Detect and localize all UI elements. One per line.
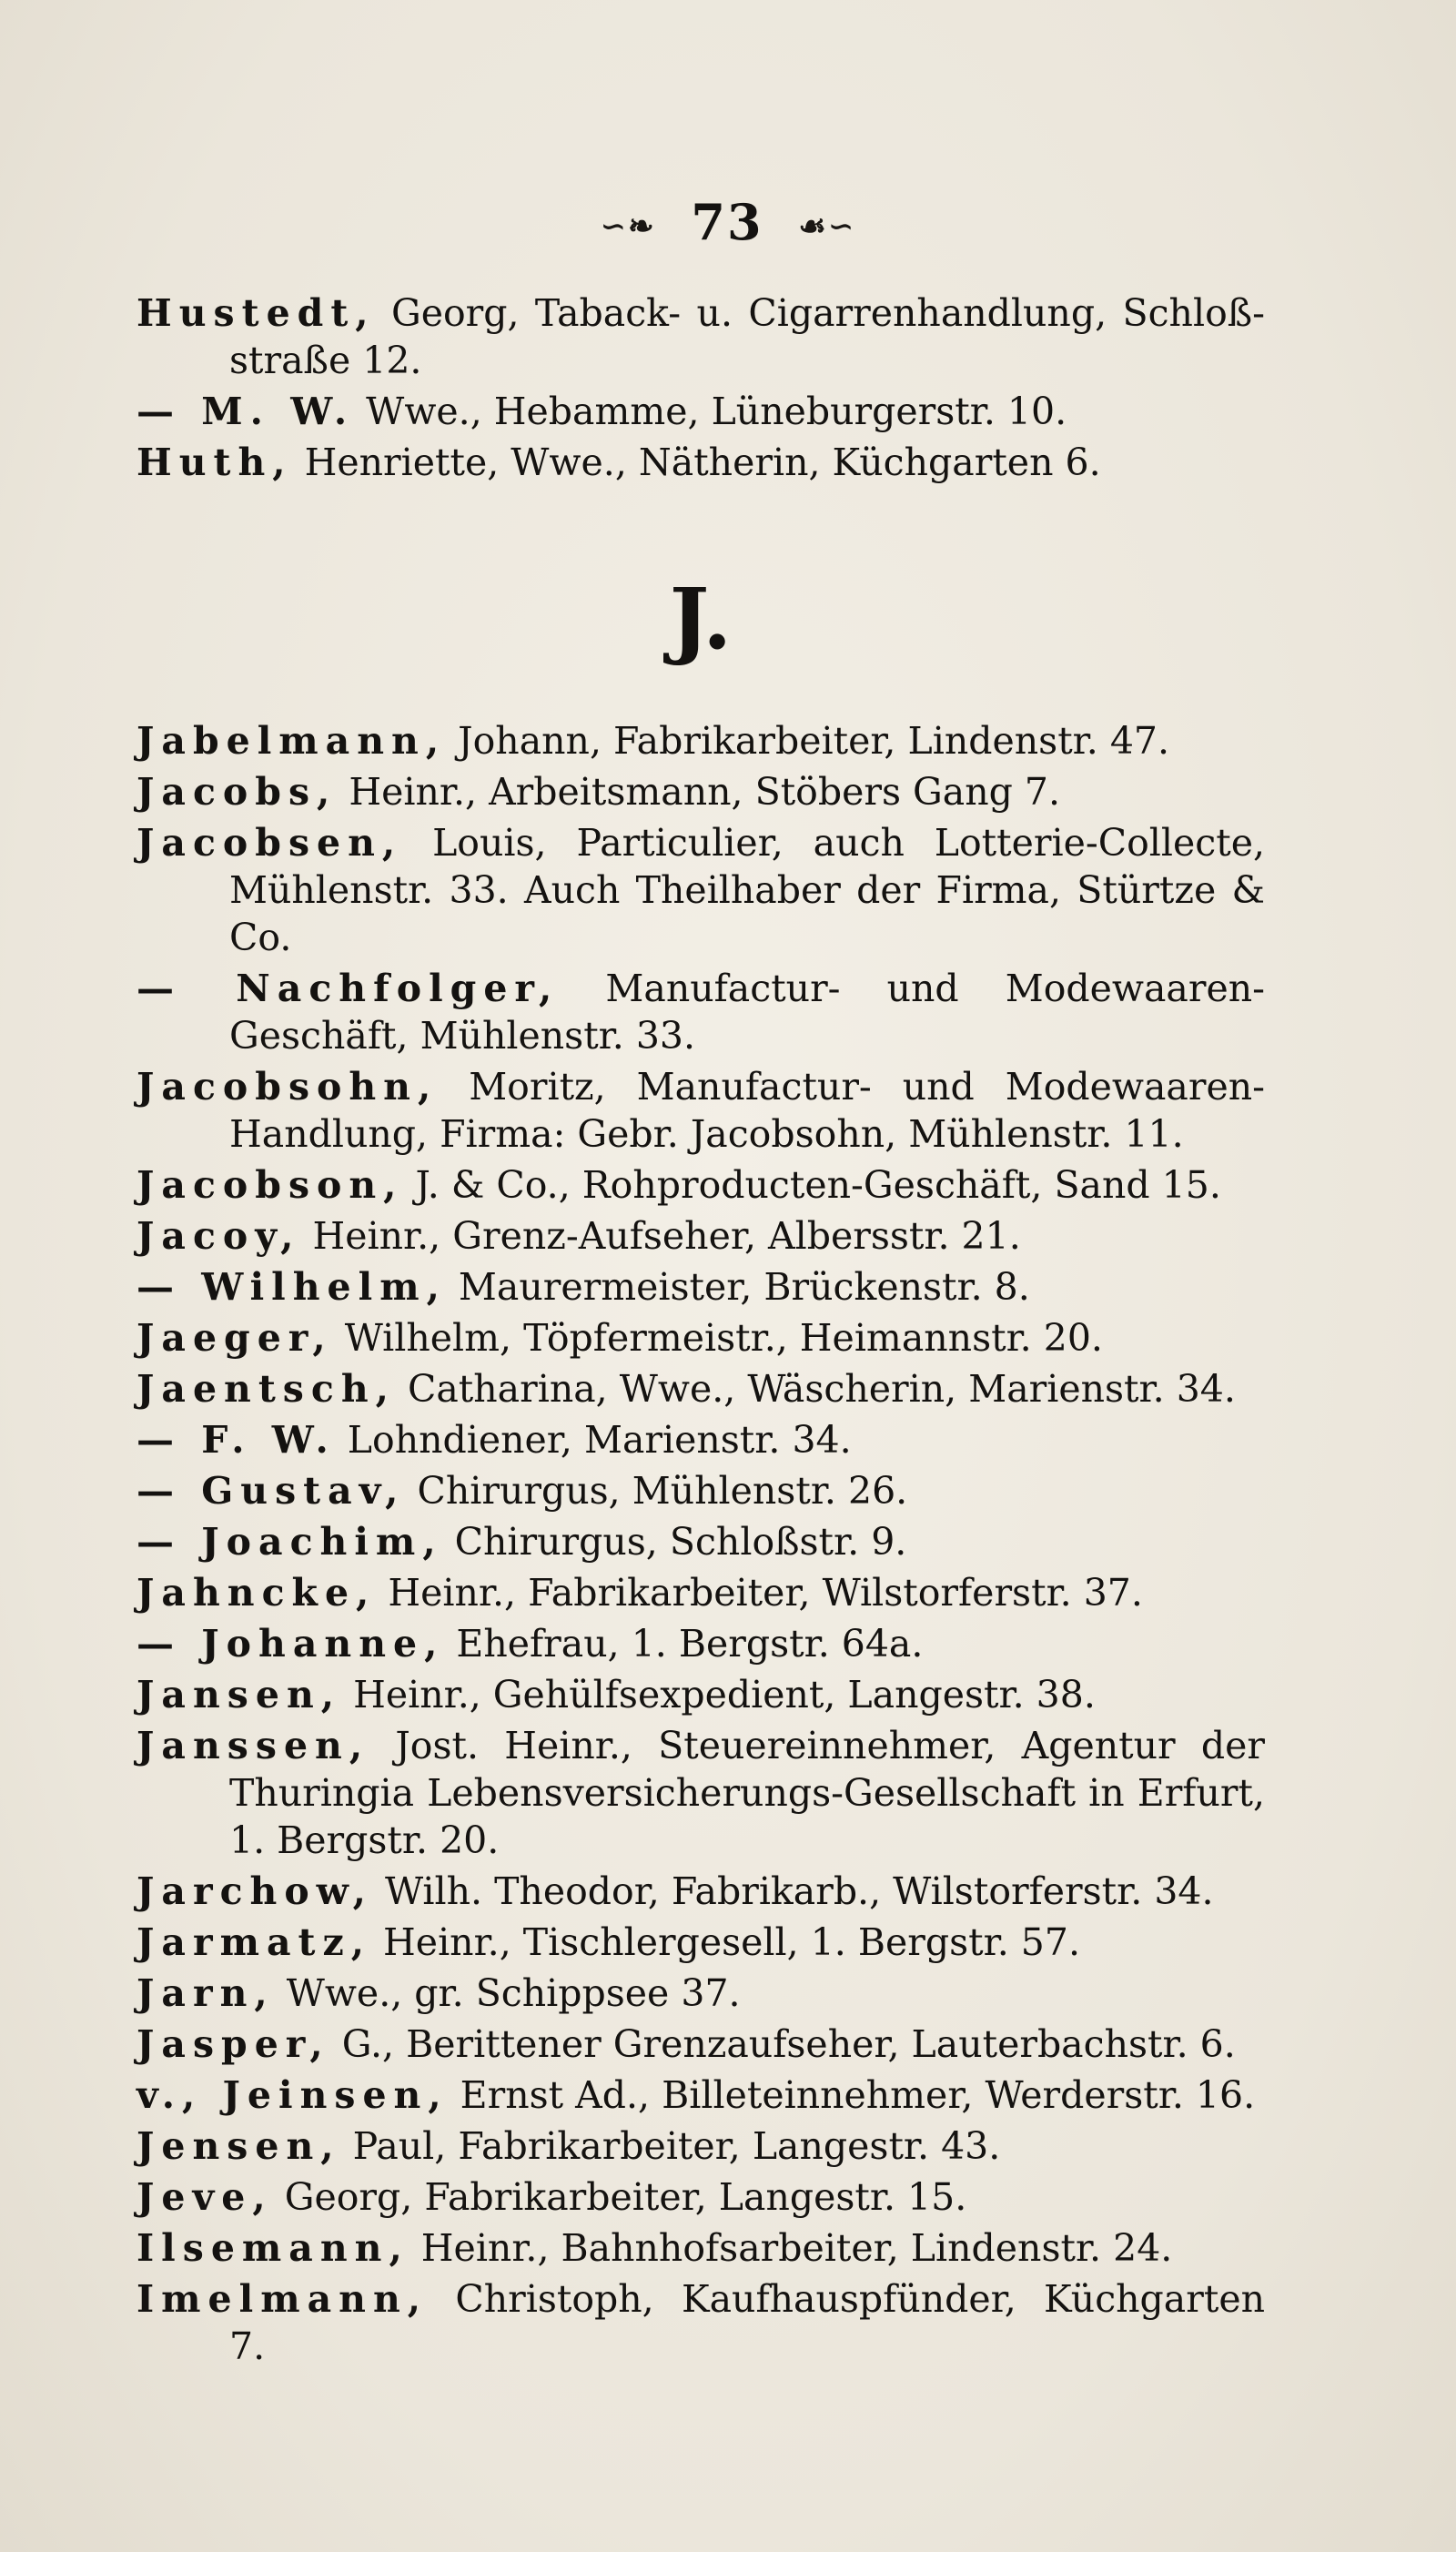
- entry-text: Ernst Ad., Billeteinnehmer, Werderstr. 16.: [448, 2073, 1256, 2117]
- entry-name: — M. W.: [136, 390, 355, 433]
- entry-text: Jost. Heinr., Steuereinnehmer, Agentur der Thuringia Lebensversicherungs-Gesellschaft in Erfurt, 1. Bergstr. 20.: [229, 1724, 1265, 1862]
- entry-name: Jarmatz,: [136, 1920, 372, 1964]
- list-item: [136, 1212, 1265, 1260]
- entry-name: Imelmann,: [136, 2277, 429, 2321]
- entry-text: Wwe., gr. Schippsee 37.: [274, 1971, 741, 2015]
- entry-name: Jarn,: [136, 1971, 275, 2015]
- entry-text: Heinr., Bahnhofsarbeiter, Lindenstr. 24.: [409, 2226, 1173, 2270]
- entry-name: — Nachfolger,: [136, 967, 560, 1010]
- section-letter: J.: [669, 570, 733, 668]
- entry-text: Georg, Taback- u. Cigarrenhandlung, Schloß-straße 12.: [229, 291, 1265, 382]
- list-item: [136, 1868, 1265, 1915]
- entry-name: v., Jeinsen,: [136, 2073, 449, 2117]
- ornament-right-icon: ☙∽: [798, 208, 856, 245]
- entry-name: Jasper,: [136, 2022, 330, 2066]
- entry-name: Ilsemann,: [136, 2226, 410, 2270]
- list-item: [136, 1722, 1265, 1864]
- entry-text: Wilh. Theodor, Fabrikarb., Wilstorferstr. 34.: [372, 1869, 1214, 1913]
- entry-text: Wwe., Hebamme, Lüneburgerstr. 10.: [354, 390, 1067, 433]
- entry-name: Huth,: [136, 441, 293, 484]
- list-item: [136, 819, 1265, 961]
- entry-name: Jacobsohn,: [136, 1065, 439, 1109]
- list-item: [136, 1416, 1265, 1463]
- entry-name: Jacoy,: [136, 1214, 301, 1258]
- entry-text: Lohndiener, Marienstr. 34.: [335, 1418, 852, 1462]
- entry-text: Chirurgus, Schloßstr. 9.: [442, 1520, 907, 1564]
- entry-name: Jahncke,: [136, 1571, 377, 1615]
- entry-text: Ehefrau, 1. Bergstr. 64a.: [444, 1622, 924, 1666]
- list-item: [136, 1467, 1265, 1514]
- entry-name: Hustedt,: [136, 291, 376, 335]
- entry-name: — Joachim,: [136, 1520, 443, 1564]
- list-item: [136, 1161, 1265, 1209]
- entry-name: Jeve,: [136, 2175, 273, 2219]
- list-item: [136, 2122, 1265, 2170]
- list-item: [136, 965, 1265, 1059]
- entry-text: Heinr., Grenz-Aufseher, Albersstr. 21.: [300, 1214, 1021, 1258]
- ornament-left-icon: ∽❧: [600, 208, 656, 245]
- list-item: [136, 2224, 1265, 2272]
- list-item: [136, 1314, 1265, 1362]
- entry-name: Jabelmann,: [136, 719, 447, 763]
- list-item: [136, 768, 1265, 815]
- entry-name: — F. W.: [136, 1418, 336, 1462]
- entry-name: Jacobs,: [136, 770, 338, 814]
- list-item: [136, 2173, 1265, 2221]
- list-item: [136, 2275, 1265, 2370]
- page-header: [0, 193, 1456, 251]
- list-item: [136, 717, 1265, 765]
- entry-text: Manufactur- und Modewaaren-Geschäft, Mühlenstr. 33.: [229, 967, 1265, 1058]
- entry-text: Henriette, Wwe., Nätherin, Küchgarten 6.: [292, 441, 1101, 484]
- entry-name: Jacobsen,: [136, 821, 403, 865]
- entry-text: Georg, Fabrikarbeiter, Langestr. 15.: [272, 2175, 967, 2219]
- list-item: [136, 1063, 1265, 1158]
- entry-name: — Wilhelm,: [136, 1265, 447, 1309]
- entry-text: Heinr., Arbeitsmann, Stöbers Gang 7.: [337, 770, 1061, 814]
- list-item: [136, 2020, 1265, 2068]
- entry-name: Jaeger,: [136, 1316, 333, 1360]
- entry-text: Paul, Fabrikarbeiter, Langestr. 43.: [340, 2124, 1001, 2168]
- entry-text: Maurermeister, Brückenstr. 8.: [446, 1265, 1030, 1309]
- list-item: [136, 289, 1265, 384]
- list-item: [136, 439, 1265, 486]
- entry-text: Johann, Fabrikarbeiter, Lindenstr. 47.: [446, 719, 1170, 763]
- list-item: [136, 2071, 1265, 2119]
- entry-text: Chirurgus, Mühlenstr. 26.: [405, 1469, 908, 1513]
- entry-text: Heinr., Fabrikarbeiter, Wilstorferstr. 37.: [376, 1571, 1143, 1615]
- entry-name: — Johanne,: [136, 1622, 445, 1666]
- entry-text: Louis, Particulier, auch Lotterie-Collecte, Mühlenstr. 33. Auch Theilhaber der Firma, Stürtze & Co.: [229, 821, 1265, 959]
- list-item: [136, 1919, 1265, 1966]
- entry-text: Christoph, Kaufhauspfünder, Küchgarten 7.: [229, 2277, 1265, 2368]
- entry-text: G., Berittener Grenzaufseher, Lauterbachstr. 6.: [329, 2022, 1236, 2066]
- entry-text: J. & Co., Rohproducten-Geschäft, Sand 15.: [403, 1163, 1221, 1207]
- list-item: [136, 1970, 1265, 2017]
- page-number: 73: [691, 193, 763, 251]
- list-item: [136, 1518, 1265, 1565]
- entry-text: Wilhelm, Töpfermeistr., Heimannstr. 20.: [332, 1316, 1103, 1360]
- list-item: [136, 388, 1265, 435]
- entry-name: Jaentsch,: [136, 1367, 396, 1411]
- entry-text: Moritz, Manufactur- und Modewaaren-Handlung, Firma: Gebr. Jacobsohn, Mühlenstr. 11.: [229, 1065, 1265, 1156]
- entry-text: Heinr., Gehülfsexpedient, Langestr. 38.: [341, 1673, 1096, 1717]
- entry-name: Janssen,: [136, 1724, 370, 1767]
- entry-name: Jansen,: [136, 1673, 342, 1717]
- entry-name: Jacobson,: [136, 1163, 404, 1207]
- entry-name: Jensen,: [136, 2124, 341, 2168]
- list-item: [136, 1620, 1265, 1667]
- list-item: [136, 1569, 1265, 1616]
- entry-name: — Gustav,: [136, 1469, 406, 1513]
- list-item: [136, 1263, 1265, 1311]
- list-item: [136, 1671, 1265, 1718]
- directory-list: [136, 289, 1265, 2374]
- entry-name: Jarchow,: [136, 1869, 373, 1913]
- list-item: [136, 1365, 1265, 1413]
- entry-text: Heinr., Tischlergesell, 1. Bergstr. 57.: [371, 1920, 1080, 1964]
- entry-text: Catharina, Wwe., Wäscherin, Marienstr. 34.: [395, 1367, 1236, 1411]
